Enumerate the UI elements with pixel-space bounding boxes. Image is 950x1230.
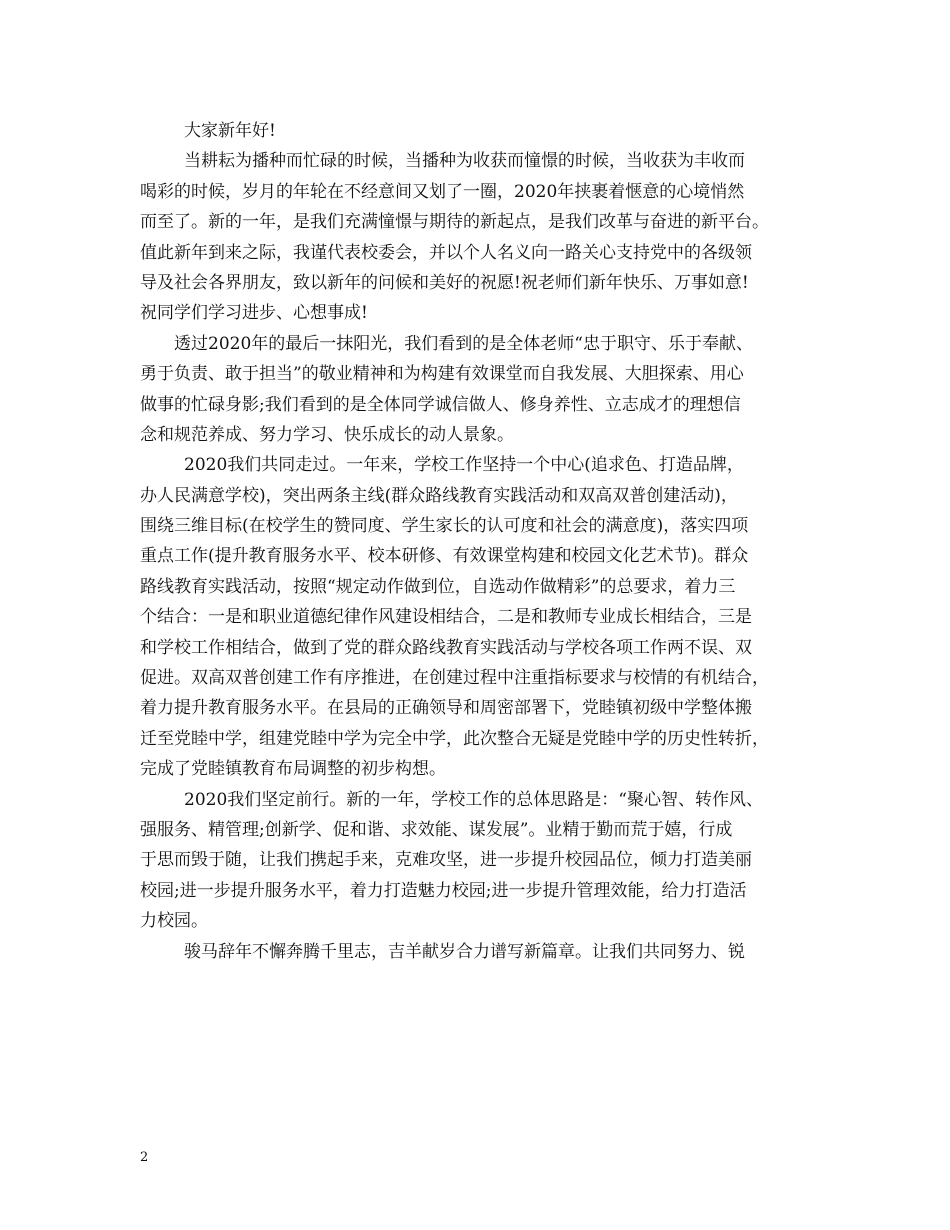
text-line: 念和规范养成、努力学习、快乐成长的动人景象。 (140, 424, 514, 445)
text-line: 路线教育实践活动，按照“规定动作做到位，自选动作做精彩”的总要求，着力三 (140, 576, 736, 597)
text-line: 围绕三维目标(在校学生的赞同度、学生家长的认可度和社会的满意度)，落实四项 (140, 516, 749, 537)
text-line: 2020我们坚定前行。新的一年，学校工作的总体思路是：“聚心智、转作风、 (184, 789, 763, 810)
text-line: 而至了。新的一年，是我们充满憧憬与期待的新起点，是我们改革与奋进的新平台。 (140, 212, 769, 233)
text-line: 勇于负责、敢于担当”的敬业精神和为构建有效课堂而自我发展、大胆探索、用心 (140, 364, 744, 385)
text-line: 导及社会各界朋友，致以新年的问候和美好的祝愿!祝老师们新年快乐、万事如意! (140, 272, 749, 293)
text-line: 强服务、精管理;创新学、促和谐、求效能、谋发展”。业精于勤而荒于嬉，行成 (140, 819, 733, 840)
text-line: 透过2020年的最后一抹阳光，我们看到的是全体老师“忠于职守、乐于奉献、 (174, 333, 753, 354)
text-line: 于思而毁于随，让我们携起手来，克难攻坚，进一步提升校园品位，倾力打造美丽 (140, 850, 752, 871)
text-line: 促进。双高双普创建工作有序推进，在创建过程中注重指标要求与校情的有机结合， (140, 668, 769, 689)
text-line: 重点工作(提升教育服务水平、校本研修、有效课堂构建和校园文化艺术节)。群众 (140, 546, 749, 567)
body-text (140, 116, 824, 967)
text-line: 个结合：一是和职业道德纪律作风建设相结合，二是和教师专业成长相结合，三是 (140, 607, 752, 628)
text-line: 当耕耘为播种而忙碌的时候，当播种为收获而憧憬的时候，当收获为丰收而 (184, 151, 745, 172)
text-line: 和学校工作相结合，做到了党的群众路线教育实践活动与学校各项工作两不误、双 (140, 637, 752, 658)
text-line: 力校园。 (140, 911, 208, 932)
text-line: 着力提升教育服务水平。在县局的正确领导和周密部署下，党睦镇初级中学整体搬 (140, 698, 752, 719)
text-line: 完成了党睦镇教育布局调整的初步构想。 (140, 759, 446, 780)
text-line: 做事的忙碌身影;我们看到的是全体同学诚信做人、修身养性、立志成才的理想信 (140, 394, 741, 415)
text-line: 祝同学们学习进步、心想事成! (140, 303, 368, 324)
page-number: 2 (140, 1150, 149, 1165)
text-line: 大家新年好! (184, 121, 276, 141)
text-line: 喝彩的时候，岁月的年轮在不经意间又划了一圈，2020年挟裹着惬意的心境悄然 (140, 181, 745, 202)
text-line: 2020我们共同走过。一年来，学校工作坚持一个中心(追求色、打造品牌， (184, 455, 744, 476)
text-line: 骏马辞年不懈奔腾千里志，吉羊献岁合力谱写新篇章。让我们共同努力、锐 (184, 941, 745, 962)
text-line: 迁至党睦中学，组建党睦中学为完全中学，此次整合无疑是党睦中学的历史性转折， (140, 728, 769, 749)
text-line: 办人民满意学校)，突出两条主线(群众路线教育实践活动和双高双普创建活动)， (140, 485, 738, 506)
text-line: 值此新年到来之际，我谨代表校委会，并以个人名义向一路关心支持党中的各级领 (140, 242, 752, 263)
text-line: 校园;进一步提升服务水平，着力打造魅力校园;进一步提升管理效能，给力打造活 (140, 880, 747, 901)
